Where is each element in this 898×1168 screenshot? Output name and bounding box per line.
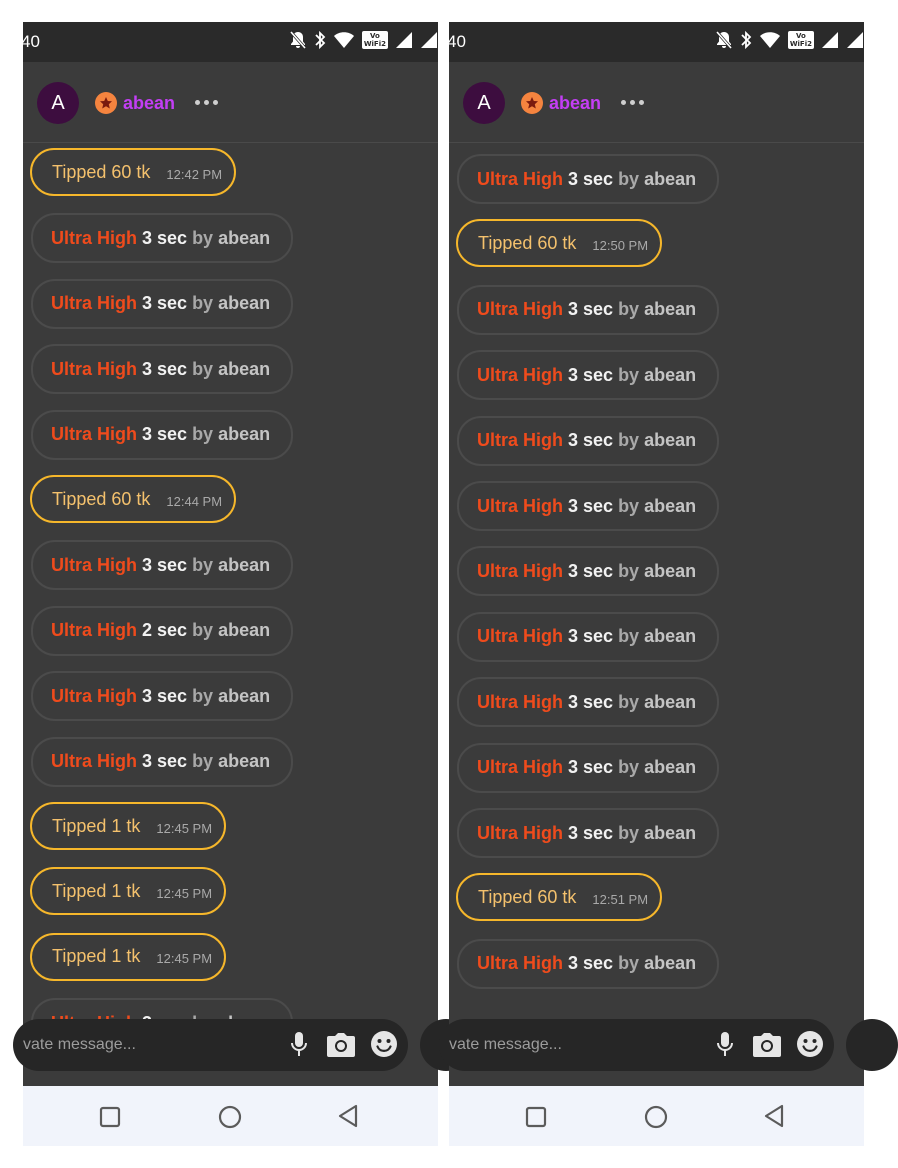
event-message[interactable] [457, 350, 719, 400]
tip-time: 12:42 PM [166, 166, 223, 182]
event-by: by [618, 626, 640, 647]
event-by: by [192, 293, 214, 314]
tip-time: 12:45 PM [156, 820, 213, 836]
event-message[interactable] [457, 546, 719, 596]
send-button[interactable] [846, 1019, 898, 1071]
signal-icon [420, 31, 438, 49]
camera-icon[interactable] [325, 1031, 357, 1059]
star-badge-icon [95, 92, 117, 114]
message-list[interactable] [23, 143, 438, 1005]
event-quality: Ultra High [477, 953, 564, 974]
username: abean [549, 92, 602, 113]
event-message[interactable] [457, 285, 719, 335]
event-quality: Ultra High [51, 424, 138, 445]
event-by: by [618, 364, 640, 385]
event-duration: 3 sec [568, 560, 614, 581]
event-by: by [192, 358, 214, 379]
event-quality: Ultra High [477, 495, 564, 516]
event-quality: Ultra High [477, 168, 564, 189]
event-message[interactable] [457, 481, 719, 531]
nav-bar [23, 1086, 438, 1146]
event-quality: Ultra High [51, 751, 138, 772]
event-quality: Ultra High [51, 554, 138, 575]
event-by: by [618, 953, 640, 974]
event-by: by [618, 168, 640, 189]
event-user: abean [644, 691, 697, 712]
tip-message[interactable] [456, 219, 662, 267]
more-icon[interactable] [621, 100, 644, 105]
signal-icon [846, 31, 864, 49]
tip-text: Tipped 60 tk [52, 161, 151, 182]
event-quality: Ultra High [477, 757, 564, 778]
event-duration: 3 sec [568, 691, 614, 712]
tip-text: Tipped 1 tk [52, 880, 141, 901]
status-time: 40 [21, 32, 40, 51]
bluetooth-icon [740, 30, 752, 50]
event-quality: Ultra High [477, 626, 564, 647]
event-message[interactable] [457, 743, 719, 793]
event-user: abean [644, 168, 697, 189]
event-message[interactable] [31, 540, 293, 590]
event-duration: 2 sec [142, 620, 188, 641]
status-icons [715, 30, 864, 50]
tip-text: Tipped 1 tk [52, 815, 141, 836]
signal-icon [821, 31, 839, 49]
event-message[interactable] [457, 416, 719, 466]
message-input-bar[interactable] [13, 1019, 408, 1071]
event-message[interactable] [31, 671, 293, 721]
event-message[interactable] [457, 808, 719, 858]
nav-recents-icon[interactable] [525, 1106, 547, 1128]
event-quality: Ultra High [51, 620, 138, 641]
event-message[interactable] [457, 612, 719, 662]
event-user: abean [218, 424, 271, 445]
event-by: by [192, 620, 214, 641]
event-duration: 3 sec [142, 227, 188, 248]
event-quality: Ultra High [51, 293, 138, 314]
event-user: abean [644, 757, 697, 778]
event-user: abean [644, 953, 697, 974]
user-name-group[interactable] [95, 92, 175, 114]
event-duration: 3 sec [142, 554, 188, 575]
event-quality: Ultra High [477, 822, 564, 843]
status-icons [289, 30, 438, 50]
chat-header [449, 62, 864, 143]
volte-icon: Vo WiFi2 [789, 32, 812, 48]
emoji-icon[interactable] [795, 1029, 825, 1059]
tip-message[interactable] [456, 873, 662, 921]
event-message[interactable] [457, 677, 719, 727]
tip-text: Tipped 60 tk [52, 488, 151, 509]
mic-icon[interactable] [289, 1031, 309, 1059]
event-quality: Ultra High [477, 560, 564, 581]
status-time: 40 [447, 32, 466, 51]
event-message[interactable] [31, 410, 293, 460]
tip-text: Tipped 60 tk [478, 232, 577, 253]
event-quality: Ultra High [477, 430, 564, 451]
event-by: by [618, 299, 640, 320]
event-user: abean [218, 358, 271, 379]
event-message[interactable] [457, 939, 719, 989]
event-quality: Ultra High [477, 364, 564, 385]
nav-home-icon[interactable] [218, 1105, 242, 1129]
tip-message[interactable] [30, 933, 226, 981]
event-by: by [618, 495, 640, 516]
event-quality: Ultra High [477, 691, 564, 712]
signal-icon [395, 31, 413, 49]
nav-home-icon[interactable] [644, 1105, 668, 1129]
tip-time: 12:45 PM [156, 885, 213, 901]
event-user: abean [644, 299, 697, 320]
event-by: by [192, 227, 214, 248]
tip-time: 12:44 PM [166, 493, 223, 509]
message-input[interactable]: vate message... [23, 1036, 136, 1053]
event-by: by [618, 560, 640, 581]
nav-back-icon[interactable] [763, 1104, 785, 1128]
event-by: by [192, 685, 214, 706]
event-user: abean [218, 751, 271, 772]
username: abean [123, 92, 176, 113]
event-duration: 3 sec [568, 495, 614, 516]
event-duration: 3 sec [568, 757, 614, 778]
event-user: abean [644, 430, 697, 451]
tip-message[interactable] [30, 867, 226, 915]
tip-time: 12:45 PM [156, 951, 213, 967]
event-duration: 3 sec [142, 751, 188, 772]
event-duration: 3 sec [568, 364, 614, 385]
camera-icon[interactable] [751, 1031, 783, 1059]
nav-bar [449, 1086, 864, 1146]
emoji-icon[interactable] [369, 1029, 399, 1059]
status-bar [23, 22, 438, 62]
tip-message[interactable] [30, 475, 236, 523]
phone-screen-left [23, 22, 438, 1146]
event-user: abean [644, 560, 697, 581]
event-duration: 3 sec [568, 822, 614, 843]
event-duration: 3 sec [568, 430, 614, 451]
event-by: by [618, 430, 640, 451]
nav-back-icon[interactable] [337, 1104, 359, 1128]
event-user: abean [218, 227, 271, 248]
avatar[interactable]: A [463, 82, 505, 124]
wifi-icon [333, 31, 355, 49]
bell-off-icon [715, 30, 733, 50]
more-icon[interactable] [195, 100, 218, 105]
event-by: by [192, 424, 214, 445]
event-message[interactable] [31, 737, 293, 787]
event-message[interactable] [457, 154, 719, 204]
event-user: abean [218, 293, 271, 314]
tip-time: 12:50 PM [592, 237, 649, 253]
event-by: by [192, 554, 214, 575]
event-duration: 3 sec [142, 424, 188, 445]
event-duration: 3 sec [568, 299, 614, 320]
message-input[interactable]: vate message... [449, 1036, 562, 1053]
message-list[interactable] [449, 143, 864, 1005]
event-quality: Ultra High [51, 685, 138, 706]
event-quality: Ultra High [51, 227, 138, 248]
event-user: abean [644, 495, 697, 516]
star-badge-icon [521, 92, 543, 114]
message-input-bar[interactable] [439, 1019, 834, 1071]
bluetooth-icon [314, 30, 326, 50]
volte-icon: Vo WiFi2 [363, 32, 386, 48]
event-message[interactable] [31, 606, 293, 656]
event-quality: Ultra High [477, 299, 564, 320]
event-by: by [618, 691, 640, 712]
status-bar [449, 22, 864, 62]
tip-time: 12:51 PM [592, 891, 649, 907]
event-user: abean [218, 685, 271, 706]
event-message[interactable] [31, 279, 293, 329]
event-user: abean [218, 554, 271, 575]
tip-text: Tipped 1 tk [52, 946, 141, 967]
event-duration: 3 sec [568, 168, 614, 189]
event-duration: 3 sec [568, 626, 614, 647]
event-user: abean [218, 620, 271, 641]
event-message[interactable] [31, 213, 293, 263]
tip-text: Tipped 60 tk [478, 886, 577, 907]
user-name-group[interactable] [521, 92, 601, 114]
event-by: by [618, 822, 640, 843]
event-duration: 3 sec [142, 293, 188, 314]
nav-recents-icon[interactable] [99, 1106, 121, 1128]
chat-header [23, 62, 438, 143]
event-message[interactable] [31, 344, 293, 394]
event-quality: Ultra High [51, 358, 138, 379]
event-duration: 3 sec [568, 953, 614, 974]
event-user: abean [644, 822, 697, 843]
mic-icon[interactable] [715, 1031, 735, 1059]
wifi-icon [759, 31, 781, 49]
tip-message[interactable] [30, 802, 226, 850]
event-by: by [618, 757, 640, 778]
event-user: abean [644, 626, 697, 647]
event-duration: 3 sec [142, 685, 188, 706]
event-duration: 3 sec [142, 358, 188, 379]
phone-screen-right [449, 22, 864, 1146]
event-by: by [192, 751, 214, 772]
event-user: abean [644, 364, 697, 385]
bell-off-icon [289, 30, 307, 50]
tip-message[interactable] [30, 148, 236, 196]
avatar[interactable]: A [37, 82, 79, 124]
